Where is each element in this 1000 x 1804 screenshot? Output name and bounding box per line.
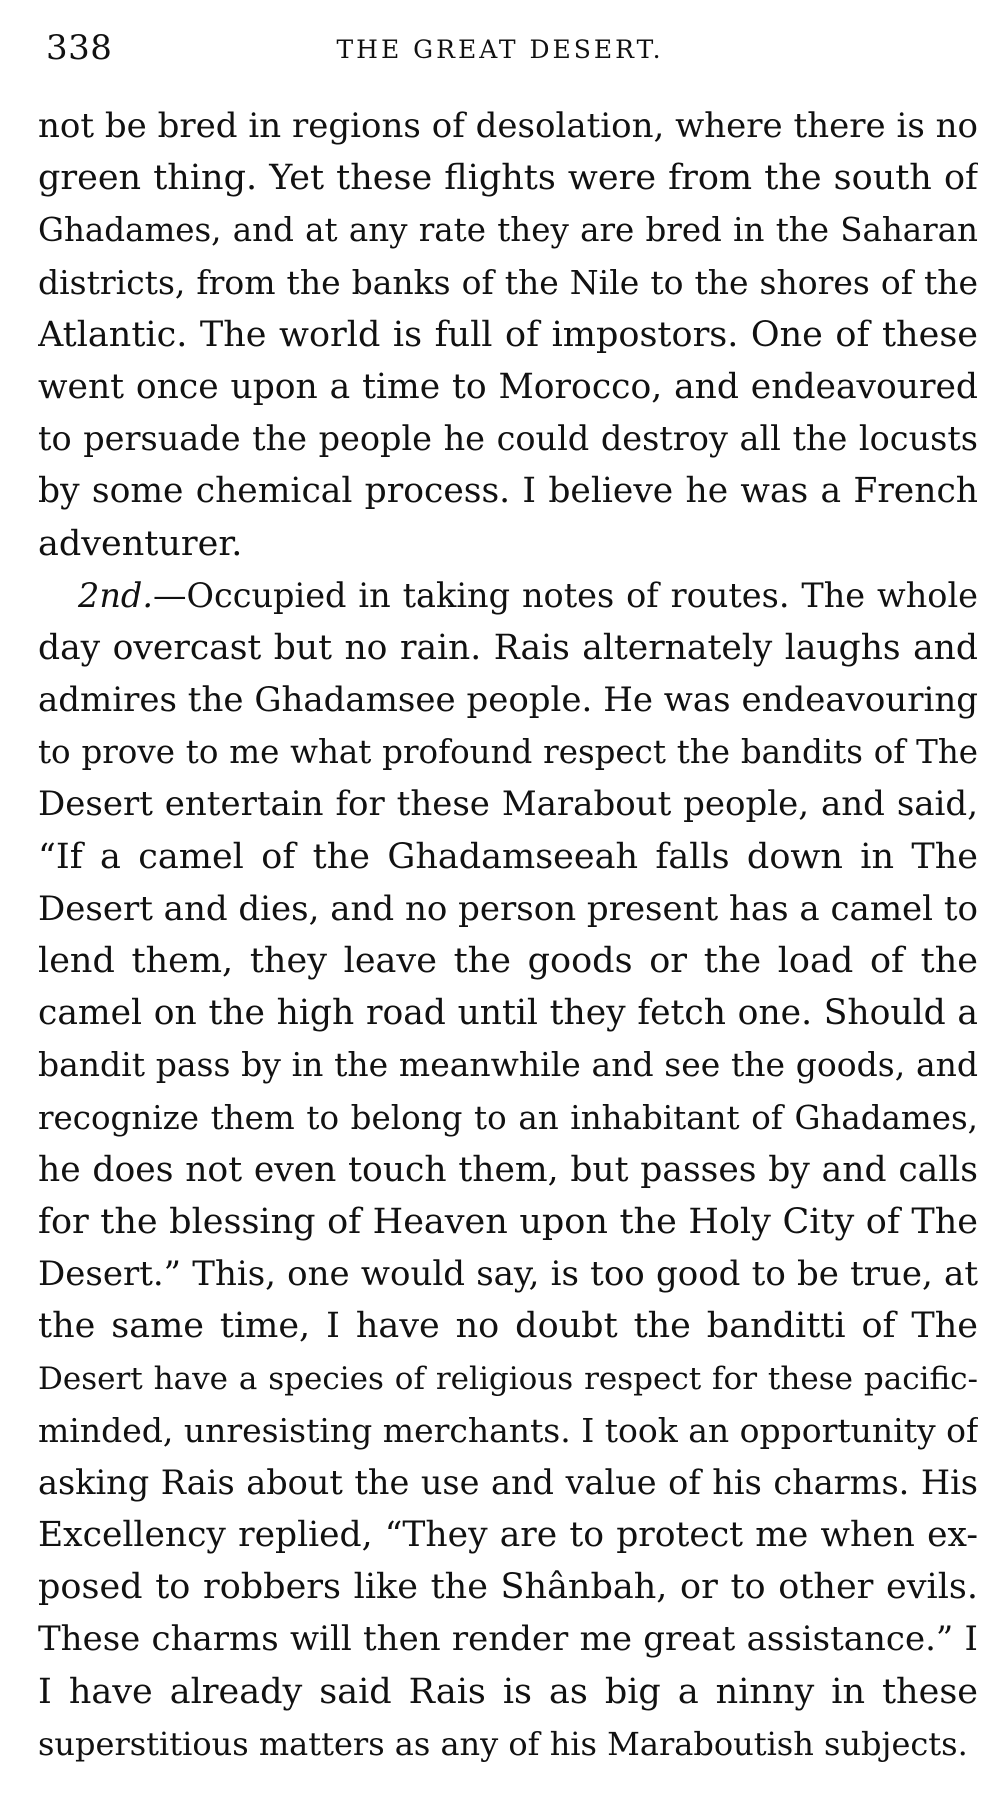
text-line-first [38,570,978,622]
text-line: Desert entertain for these Marabout people, and said, [38,784,978,825]
text-line: adventurer. [38,523,243,564]
text-line: camel on the high road until they fetch one. Should a [38,993,978,1034]
dateline: 2nd. [78,575,153,615]
text-line: districts, from the banks of the Nile to the shores of the [38,262,978,302]
text-line: bandit pass by in the meanwhile and see the goods, and [38,1045,978,1085]
text-line: These charms will then render me great assistance.” I [38,1619,978,1660]
running-title: THE GREAT DESERT. [336,35,664,64]
text-line: admires the Ghadamsee people. He was endeavouring [38,680,978,721]
running-head [40,28,960,68]
text-line: to persuade the people he could destroy all the locusts [38,419,978,459]
text-line: minded, unresisting merchants. I took an opportunity of [38,1410,978,1450]
text-line: lend them, they leave the goods or the load of the [38,941,978,981]
text-line: asking Rais about the use and value of his charms. His [38,1462,978,1502]
text-line: green thing. Yet these flights were from the south of [38,158,978,199]
text-line: not be bred in regions of desolation, where there is no [38,106,978,146]
text-line: Excellency replied, “They are to protect me when ex- [38,1515,978,1556]
text-line: to prove to me what profound respect the bandits of The [38,733,978,772]
text-line: posed to robbers like the Shânbah, or to other evils. [38,1567,978,1608]
text-line: Ghadames, and at any rate they are bred in the Saharan [38,211,978,250]
text-line: Desert.” This, one would say, is too good to be true, at [38,1254,978,1295]
text-line: Desert and dies, and no person present has a camel to [38,888,978,929]
page-number: 338 [46,28,113,68]
body-text [38,100,978,1770]
text-line: the same time, I have no doubt the banditti of The [38,1306,978,1347]
paragraph-2nd-entry [38,570,978,1770]
text-line: he does not even touch them, but passes by and calls [38,1149,978,1190]
text-line: Desert have a species of religious respect for these pacific- [38,1360,978,1397]
text-line: I have already said Rais is as big a ninny in these [38,1671,978,1712]
text-line: superstitious matters as any of his Maraboutish subjects. [38,1724,968,1763]
text-line-rest: —Occupied in taking notes of routes. The whole [152,575,978,615]
text-line: “If a camel of the Ghadamseeah falls down in The [38,836,978,877]
paragraph-locusts [38,100,978,570]
text-line: went once upon a time to Morocco, and endeavoured [38,366,978,407]
text-line: for the blessing of Heaven upon the Holy City of The [38,1201,978,1242]
text-line: Atlantic. The world is full of impostors. One of these [38,314,978,355]
text-line: by some chemical process. I believe he was a French [38,471,978,512]
text-line: recognize them to belong to an inhabitant of Ghadames, [38,1098,978,1137]
text-line: day overcast but no rain. Rais alternately laughs and [38,627,978,668]
